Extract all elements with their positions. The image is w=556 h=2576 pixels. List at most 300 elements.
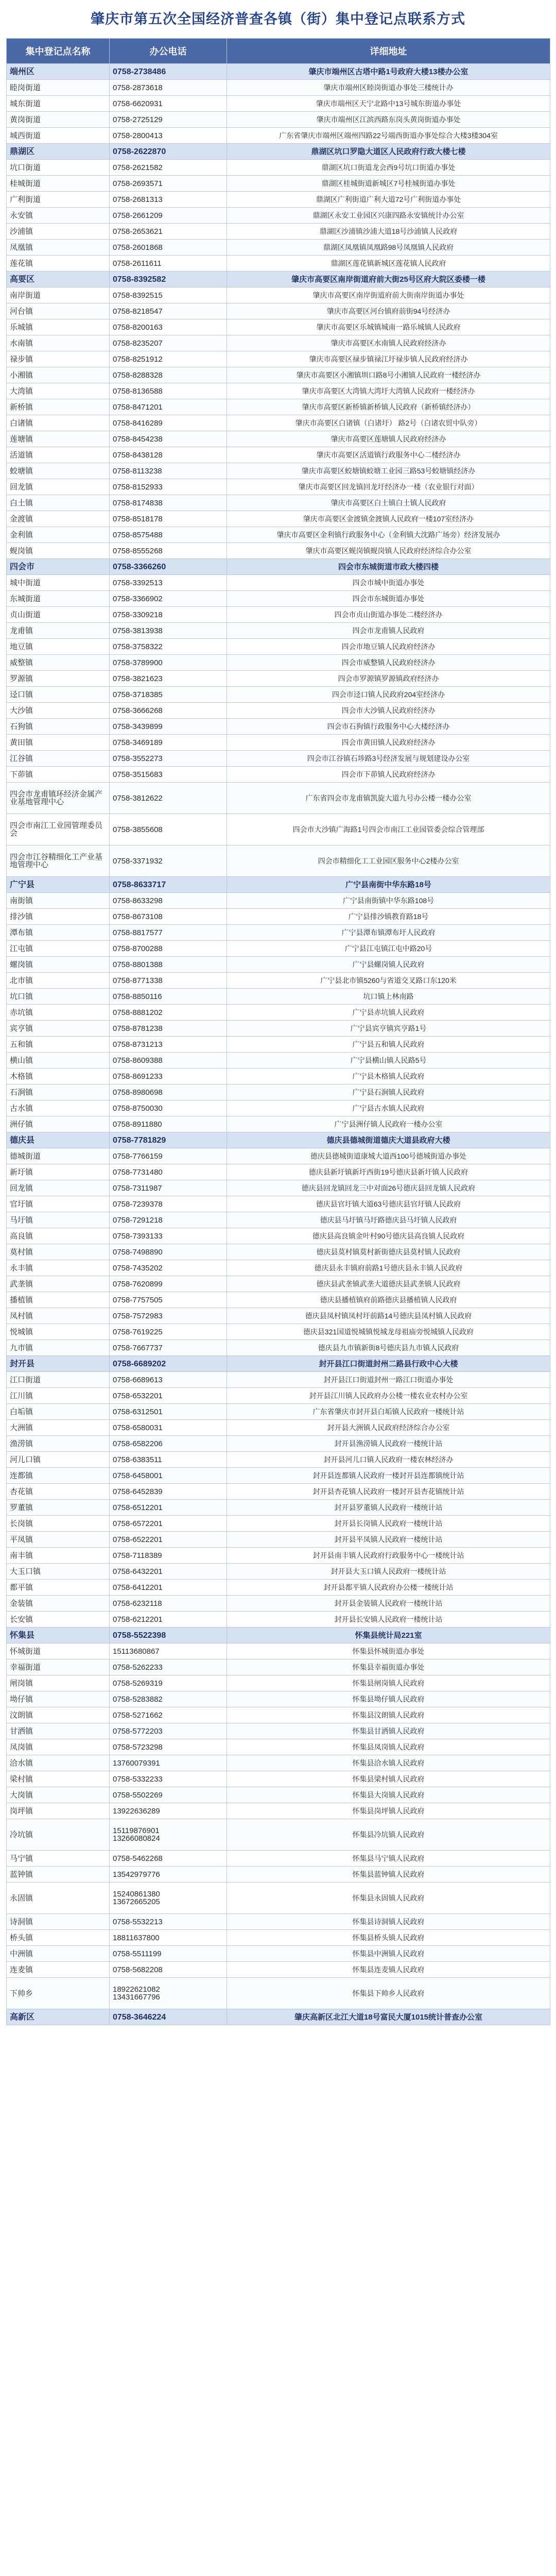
cell-phone: 0758-7393133 [110,1228,227,1244]
cell-name: 回龙镇 [7,479,110,495]
cell-address: 怀集县闸岗镇人民政府 [227,1675,550,1691]
cell-name: 凤凰镇 [7,240,110,256]
district-header-row [7,1628,550,1643]
cell-phone: 0758-6532201 [110,1388,227,1404]
cell-phone: 0758-3718385 [110,687,227,703]
cell-address: 广宁县五和镇人民政府 [227,1037,550,1053]
table-row [7,1116,550,1132]
cell-name: 新圩镇 [7,1164,110,1180]
cell-address: 怀集县梁村镇人民政府 [227,1771,550,1787]
table-row [7,96,550,112]
cell-name: 石狗镇 [7,719,110,735]
cell-phone: 0758-3666268 [110,703,227,719]
cell-name: 洽水镇 [7,1755,110,1771]
table-row [7,1819,550,1851]
cell-phone: 0758-5502269 [110,1787,227,1803]
cell-phone: 0758-8980698 [110,1084,227,1100]
cell-phone: 0758-8771338 [110,973,227,989]
cell-phone: 0758-3515683 [110,767,227,783]
cell-name: 河台镇 [7,303,110,319]
cell-address: 德庆县321国道悦城镇悦城龙母祖庙旁悦城镇人民政府 [227,1324,550,1340]
cell-address: 封开县都平镇人民政府办公楼一楼统计站 [227,1580,550,1596]
cell-name: 蓝钟镇 [7,1867,110,1883]
table-row [7,447,550,463]
table-row [7,925,550,941]
table-row [7,303,550,319]
table-row [7,1803,550,1819]
cell-phone: 0758-3392513 [110,575,227,591]
cell-name: 永固镇 [7,1883,110,1914]
table-row [7,814,550,845]
cell-phone: 0758-7620899 [110,1276,227,1292]
table-row [7,208,550,224]
cell-address: 广宁县南街镇中华东路108号 [227,893,550,909]
table-row [7,783,550,814]
cell-phone: 0758-2873618 [110,80,227,96]
table-row [7,415,550,431]
cell-name: 高要区 [7,272,110,287]
cell-address: 四会市大沙镇广海路1号四会市南江工业园管委会综合管理部 [227,814,550,845]
cell-name: 杏花镇 [7,1484,110,1500]
cell-name: 河儿口镇 [7,1452,110,1468]
cell-name: 江谷镇 [7,751,110,767]
table-row [7,176,550,192]
contact-table [6,38,550,2025]
cell-phone: 0758-8438128 [110,447,227,463]
table-row [7,1148,550,1164]
cell-phone: 0758-8152933 [110,479,227,495]
cell-phone: 0758-7572983 [110,1308,227,1324]
cell-address: 德庆县新圩镇新圩西街19号德庆县新圩镇人民政府 [227,1164,550,1180]
table-row [7,1436,550,1452]
cell-address: 广宁县排沙镇教育路18号 [227,909,550,925]
table-row [7,527,550,543]
cell-phone: 0758-8575488 [110,527,227,543]
cell-phone: 0758-3552273 [110,751,227,767]
cell-address: 广宁县宾亨镇宾亨路1号 [227,1021,550,1037]
table-row [7,1180,550,1196]
cell-name: 下茆镇 [7,767,110,783]
table-row [7,1276,550,1292]
table-row [7,973,550,989]
cell-phone: 0758-6580031 [110,1420,227,1436]
cell-name: 南丰镇 [7,1548,110,1564]
cell-phone: 13542979776 [110,1867,227,1883]
cell-name: 蚬岗镇 [7,543,110,559]
table-row [7,463,550,479]
table-row [7,1707,550,1723]
cell-phone: 0758-7291218 [110,1212,227,1228]
table-row [7,845,550,877]
table-row [7,655,550,671]
cell-name: 龙甫镇 [7,623,110,639]
cell-name: 宾亨镇 [7,1021,110,1037]
cell-address: 肇庆市高要区蛟塘镇蛟塘工业园三路53号蛟塘镇经济办 [227,463,550,479]
cell-phone: 0758-2622870 [110,144,227,160]
table-row [7,1388,550,1404]
cell-phone: 0758-2653621 [110,224,227,240]
table-row [7,431,550,447]
cell-phone: 0758-5522398 [110,1628,227,1643]
cell-phone: 0758-8518178 [110,511,227,527]
cell-name: 四会市江谷精细化工产业基地管理中心 [7,845,110,877]
table-row [7,1851,550,1867]
cell-name: 都平镇 [7,1580,110,1596]
header-address: 详细地址 [227,39,550,64]
table-row [7,591,550,607]
table-row [7,1324,550,1340]
cell-name: 大湾镇 [7,383,110,399]
table-row [7,1675,550,1691]
cell-phone: 0758-5332233 [110,1771,227,1787]
cell-phone: 0758-8218547 [110,303,227,319]
cell-address: 怀集县马宁镇人民政府 [227,1851,550,1867]
cell-phone: 0758-8801388 [110,957,227,973]
cell-address: 肇庆市高要区南岸街道府前大街25号区府大院区委楼一楼 [227,272,550,287]
cell-name: 怀集县 [7,1628,110,1643]
cell-name: 中洲镇 [7,1946,110,1962]
district-header-row [7,1132,550,1148]
cell-address: 德庆县武垄镇武垄大道德庆县武垄镇人民政府 [227,1276,550,1292]
cell-address: 广东省肇庆市端州区端州四路22号端西街道办事处综合大楼3楼304室 [227,128,550,144]
cell-name: 木格镇 [7,1069,110,1084]
cell-name: 悦城镇 [7,1324,110,1340]
cell-address: 封开县江口街道封州二路县行政中心大楼 [227,1356,550,1372]
cell-phone: 0758-5772203 [110,1723,227,1739]
cell-address: 四会市东城街道市政大楼四楼 [227,559,550,575]
cell-name: 鼎湖区 [7,144,110,160]
cell-name: 沙浦镇 [7,224,110,240]
cell-phone: 0758-8113238 [110,463,227,479]
district-header-row [7,559,550,575]
cell-phone: 0758-3789900 [110,655,227,671]
cell-name: 桥头镇 [7,1930,110,1946]
cell-address: 广宁县木格镇人民政府 [227,1069,550,1084]
cell-address: 鼎湖区永安工业园区兴康四路永安镇统计办公室 [227,208,550,224]
cell-address: 肇庆市高要区白诸镇（白诸圩） 路2号（白诸农贸中队旁） [227,415,550,431]
cell-address: 肇庆市高要区活道镇行政服务中心二楼经济办 [227,447,550,463]
cell-address: 四会市黄田镇人民政府经济办 [227,735,550,751]
cell-address: 四会市江谷镇石埗路3号经济发展与规划建设办公室 [227,751,550,767]
cell-phone: 0758-7118389 [110,1548,227,1564]
cell-phone: 0758-8174838 [110,495,227,511]
cell-address: 广宁县南街中华东路18号 [227,877,550,893]
cell-address: 肇庆市高要区大湾镇大湾圩大湾镇人民政府一楼经济办 [227,383,550,399]
table-row [7,1691,550,1707]
cell-address: 封开县大洲镇人民政府经济综合办公室 [227,1420,550,1436]
table-row [7,1771,550,1787]
table-row [7,1612,550,1628]
table-row [7,1532,550,1548]
cell-name: 金装镇 [7,1596,110,1612]
cell-address: 封开县长安镇人民政府一楼统计站 [227,1612,550,1628]
cell-name: 大玉口镇 [7,1564,110,1580]
table-row [7,1308,550,1324]
cell-name: 德城街道 [7,1148,110,1164]
table-row [7,335,550,351]
cell-name: 广利街道 [7,192,110,208]
cell-name: 莫村镇 [7,1244,110,1260]
district-header-row [7,877,550,893]
cell-phone: 0758-5283882 [110,1691,227,1707]
cell-address: 德庆县马圩镇马圩路德庆县马圩镇人民政府 [227,1212,550,1228]
cell-name: 岗坪镇 [7,1803,110,1819]
table-row [7,1468,550,1484]
cell-address: 怀集县幸福街道办事处 [227,1659,550,1675]
table-row [7,1037,550,1053]
table-row [7,1978,550,2009]
cell-address: 怀集县连麦镇人民政府 [227,1962,550,1978]
table-row [7,623,550,639]
cell-name: 水南镇 [7,335,110,351]
cell-name: 北市镇 [7,973,110,989]
cell-name: 回龙镇 [7,1180,110,1196]
cell-phone: 15113680867 [110,1643,227,1659]
table-row [7,367,550,383]
table-row [7,1452,550,1468]
cell-phone: 0758-8750030 [110,1100,227,1116]
cell-address: 封开县渔涝镇人民政府一楼统计站 [227,1436,550,1452]
cell-name: 坳仔镇 [7,1691,110,1707]
cell-phone: 0758-6452839 [110,1484,227,1500]
cell-name: 渔涝镇 [7,1436,110,1452]
cell-name: 封开县 [7,1356,110,1372]
cell-phone: 0758-5262233 [110,1659,227,1675]
cell-phone: 15119876901 13266080824 [110,1819,227,1851]
cell-address: 怀集县甘洒镇人民政府 [227,1723,550,1739]
cell-name: 马宁镇 [7,1851,110,1867]
cell-phone: 0758-6458001 [110,1468,227,1484]
cell-name: 小湘镇 [7,367,110,383]
table-row [7,751,550,767]
cell-address: 广宁县赤坑镇人民政府 [227,1005,550,1021]
cell-phone: 0758-6582206 [110,1436,227,1452]
cell-name: 冷坑镇 [7,1819,110,1851]
cell-phone: 0758-8251912 [110,351,227,367]
cell-name: 连麦镇 [7,1962,110,1978]
cell-phone: 0758-7239378 [110,1196,227,1212]
cell-name: 连都镇 [7,1468,110,1484]
cell-phone: 0758-3855608 [110,814,227,845]
table-row [7,1340,550,1356]
table-row [7,1069,550,1084]
header-name: 集中登记点名称 [7,39,110,64]
cell-address: 怀集县永固镇人民政府 [227,1883,550,1914]
cell-phone: 0758-2681313 [110,192,227,208]
table-row [7,1244,550,1260]
cell-phone: 0758-8454238 [110,431,227,447]
cell-phone: 0758-5532213 [110,1914,227,1930]
cell-name: 古水镇 [7,1100,110,1116]
cell-name: 潭布镇 [7,925,110,941]
cell-phone: 0758-2693571 [110,176,227,192]
cell-phone: 0758-6512201 [110,1500,227,1516]
table-row [7,703,550,719]
cell-name: 坑口街道 [7,160,110,176]
cell-name: 江屯镇 [7,941,110,957]
cell-name: 排沙镇 [7,909,110,925]
cell-address: 广宁县螺岗镇人民政府 [227,957,550,973]
cell-name: 坑口镇 [7,989,110,1005]
cell-phone: 0758-6689202 [110,1356,227,1372]
cell-phone: 0758-8633717 [110,877,227,893]
cell-phone: 0758-8633298 [110,893,227,909]
cell-name: 石涧镇 [7,1084,110,1100]
table-row [7,1100,550,1116]
table-row [7,687,550,703]
table-row [7,1739,550,1755]
table-row [7,1484,550,1500]
cell-name: 播植镇 [7,1292,110,1308]
table-row [7,1053,550,1069]
cell-phone: 0758-3366260 [110,559,227,575]
cell-phone: 0758-8416289 [110,415,227,431]
cell-phone: 0758-3758322 [110,639,227,655]
cell-address: 德庆县回龙镇回龙三中对面26号德庆县回龙镇人民政府 [227,1180,550,1196]
table-row [7,192,550,208]
cell-address: 封开县河儿口镇人民政府一楼农林经济办 [227,1452,550,1468]
table-row [7,319,550,335]
header-phone: 办公电话 [110,39,227,64]
cell-name: 活道镇 [7,447,110,463]
cell-address: 四会市龙甫镇人民政府 [227,623,550,639]
cell-name: 江川镇 [7,1388,110,1404]
cell-name: 江口街道 [7,1372,110,1388]
cell-phone: 0758-7766159 [110,1148,227,1164]
cell-address: 肇庆市高要区小湘镇圳口路8号小湘镇人民政府一楼经济办 [227,367,550,383]
cell-name: 黄田镇 [7,735,110,751]
table-row [7,1883,550,1914]
cell-address: 肇庆市高要区金渡镇金渡镇人民政府一楼107室经济办 [227,511,550,527]
table-row [7,112,550,128]
table-row [7,957,550,973]
cell-address: 封开县大玉口镇人民政府一楼统计站 [227,1564,550,1580]
cell-name: 城西街道 [7,128,110,144]
cell-address: 怀集县大岗镇人民政府 [227,1787,550,1803]
table-row [7,399,550,415]
cell-address: 四会市地豆镇人民政府经济办 [227,639,550,655]
cell-name: 闸岗镇 [7,1675,110,1691]
cell-phone: 0758-3812622 [110,783,227,814]
cell-phone: 0758-8136588 [110,383,227,399]
table-row [7,256,550,272]
cell-address: 四会市石狗镇行政服务中心大楼经济办 [227,719,550,735]
cell-name: 德庆县 [7,1132,110,1148]
cell-address: 怀集县凤岗镇人民政府 [227,1739,550,1755]
cell-name: 威整镇 [7,655,110,671]
table-row [7,575,550,591]
cell-address: 肇庆高新区北江大道18号富民大厦1015统计普查办公室 [227,2009,550,2025]
cell-name: 幸福街道 [7,1659,110,1675]
cell-phone: 0758-8200163 [110,319,227,335]
district-header-row [7,272,550,287]
cell-name: 永安镇 [7,208,110,224]
cell-phone: 0758-6412201 [110,1580,227,1596]
table-row [7,1548,550,1564]
table-row [7,1404,550,1420]
cell-name: 武垄镇 [7,1276,110,1292]
cell-phone: 0758-3371932 [110,845,227,877]
cell-phone: 0758-8911880 [110,1116,227,1132]
cell-address: 怀集县冷坑镇人民政府 [227,1819,550,1851]
cell-phone: 0758-3309218 [110,607,227,623]
table-row [7,160,550,176]
cell-phone: 0758-6522201 [110,1532,227,1548]
cell-address: 肇庆市高要区白土镇白土镇人民政府 [227,495,550,511]
cell-name: 乐城镇 [7,319,110,335]
cell-phone: 0758-5682208 [110,1962,227,1978]
table-row [7,351,550,367]
cell-phone: 13760079391 [110,1755,227,1771]
cell-address: 鼎湖区广利街道广利大道72号广利街道办事处 [227,192,550,208]
cell-address: 怀集县汶朗镇人民政府 [227,1707,550,1723]
cell-address: 封开县江口街道封州一路江口街道办事处 [227,1372,550,1388]
cell-name: 广宁县 [7,877,110,893]
cell-address: 广宁县江屯镇江屯中路20号 [227,941,550,957]
table-row [7,287,550,303]
cell-address: 怀集县坳仔镇人民政府 [227,1691,550,1707]
cell-address: 德庆县永丰镇府前路1号德庆县永丰镇人民政府 [227,1260,550,1276]
table-row [7,1420,550,1436]
cell-address: 肇庆市高要区金利镇行政服务中心（金利镇大沈路广场旁）经济发展办 [227,527,550,543]
cell-phone: 0758-7757505 [110,1292,227,1308]
cell-address: 肇庆市高要区禄步镇禄江圩禄步镇人民政府经济办 [227,351,550,367]
cell-address: 鼎湖区桂城街道新城区7号桂城街道办事处 [227,176,550,192]
cell-name: 长安镇 [7,1612,110,1628]
cell-name: 贞山街道 [7,607,110,623]
cell-name: 城东街道 [7,96,110,112]
table-row [7,128,550,144]
cell-phone: 0758-7667737 [110,1340,227,1356]
cell-phone: 0758-7731480 [110,1164,227,1180]
cell-name: 南街镇 [7,893,110,909]
cell-name: 地豆镇 [7,639,110,655]
cell-address: 肇庆市高要区莲塘镇人民政府经济办 [227,431,550,447]
cell-address: 鼎湖区坑口罗隐大道区人民政府行政大楼七楼 [227,144,550,160]
table-row [7,1005,550,1021]
table-row [7,989,550,1005]
table-row [7,1755,550,1771]
cell-phone: 0758-7781829 [110,1132,227,1148]
cell-address: 广东省肇庆市封开县白垢镇人民政府一楼统计站 [227,1404,550,1420]
table-row [7,893,550,909]
cell-phone: 0758-8731213 [110,1037,227,1053]
cell-address: 封开县平凤镇人民政府一楼统计站 [227,1532,550,1548]
cell-name: 蛟塘镇 [7,463,110,479]
cell-name: 高良镇 [7,1228,110,1244]
cell-phone: 0758-8288328 [110,367,227,383]
table-row [7,1516,550,1532]
cell-phone: 18811637800 [110,1930,227,1946]
table-row [7,1500,550,1516]
table-row [7,639,550,655]
cell-address: 德庆县高良镇金叶村90号德庆县高良镇人民政府 [227,1228,550,1244]
cell-phone: 0758-6312501 [110,1404,227,1420]
cell-name: 高新区 [7,2009,110,2025]
cell-phone: 15240861380 13672665205 [110,1883,227,1914]
table-row [7,909,550,925]
cell-address: 德庆县德城街道康城大道西100号德城街道办事处 [227,1148,550,1164]
table-row [7,495,550,511]
cell-name: 禄步镇 [7,351,110,367]
table-row [7,1867,550,1883]
district-header-row [7,144,550,160]
table-row [7,240,550,256]
cell-phone: 0758-6689613 [110,1372,227,1388]
district-header-row [7,1356,550,1372]
cell-name: 金渡镇 [7,511,110,527]
cell-address: 肇庆市高要区南岸街道府前大街南岸街道办事处 [227,287,550,303]
